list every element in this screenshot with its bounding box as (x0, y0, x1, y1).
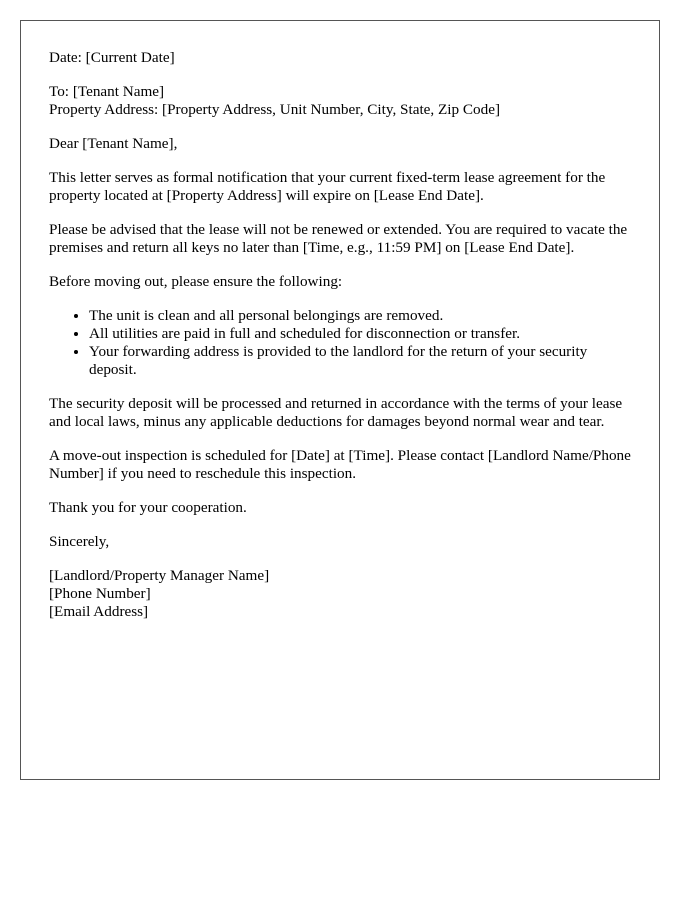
checklist-intro: Before moving out, please ensure the following: (49, 273, 343, 290)
checklist-item: • All utilities are paid in full and scheduled for disconnection or transfer. (89, 325, 631, 343)
signature-email: [Email Address] (49, 603, 149, 620)
signature-name: [Landlord/Property Manager Name] (49, 567, 270, 584)
property-address: Property Address: [Property Address, Unit Number, City, State, Zip Code] (49, 101, 501, 118)
closing: Sincerely, (49, 533, 110, 550)
non-renewal-paragraph: Please be advised that the lease will not be renewed or extended. You are required to vacate the premises and return all keys no later than [Time, e.g., 11:59 PM] on [Lease End Date]. (49, 221, 628, 256)
date-line: Date: [Current Date] (49, 49, 175, 66)
recipient-name: To: [Tenant Name] (49, 83, 165, 100)
salutation: Dear [Tenant Name], (49, 135, 178, 152)
security-deposit-paragraph: The security deposit will be processed and returned in accordance with the terms of your lease and local laws, minus any applicable deductions for damages beyond normal wear and tear. (49, 395, 623, 430)
letter-document (20, 20, 660, 780)
inspection-paragraph: A move-out inspection is scheduled for [Date] at [Time]. Please contact [Landlord Name/Phone Number] if you need to reschedule this inspection. (49, 447, 631, 482)
signature-phone: [Phone Number] (49, 585, 151, 602)
move-out-checklist (49, 307, 631, 379)
notification-paragraph: This letter serves as formal notification that your current fixed-term lease agreement for the property located at [Property Address] will expire on [Lease End Date]. (49, 169, 606, 204)
checklist-item: • Your forwarding address is provided to the landlord for the return of your security deposit. (89, 343, 631, 379)
recipient-block (49, 83, 631, 119)
signature-block (49, 567, 631, 621)
checklist-item: • The unit is clean and all personal belongings are removed. (89, 307, 631, 325)
thank-you-line: Thank you for your cooperation. (49, 499, 247, 516)
